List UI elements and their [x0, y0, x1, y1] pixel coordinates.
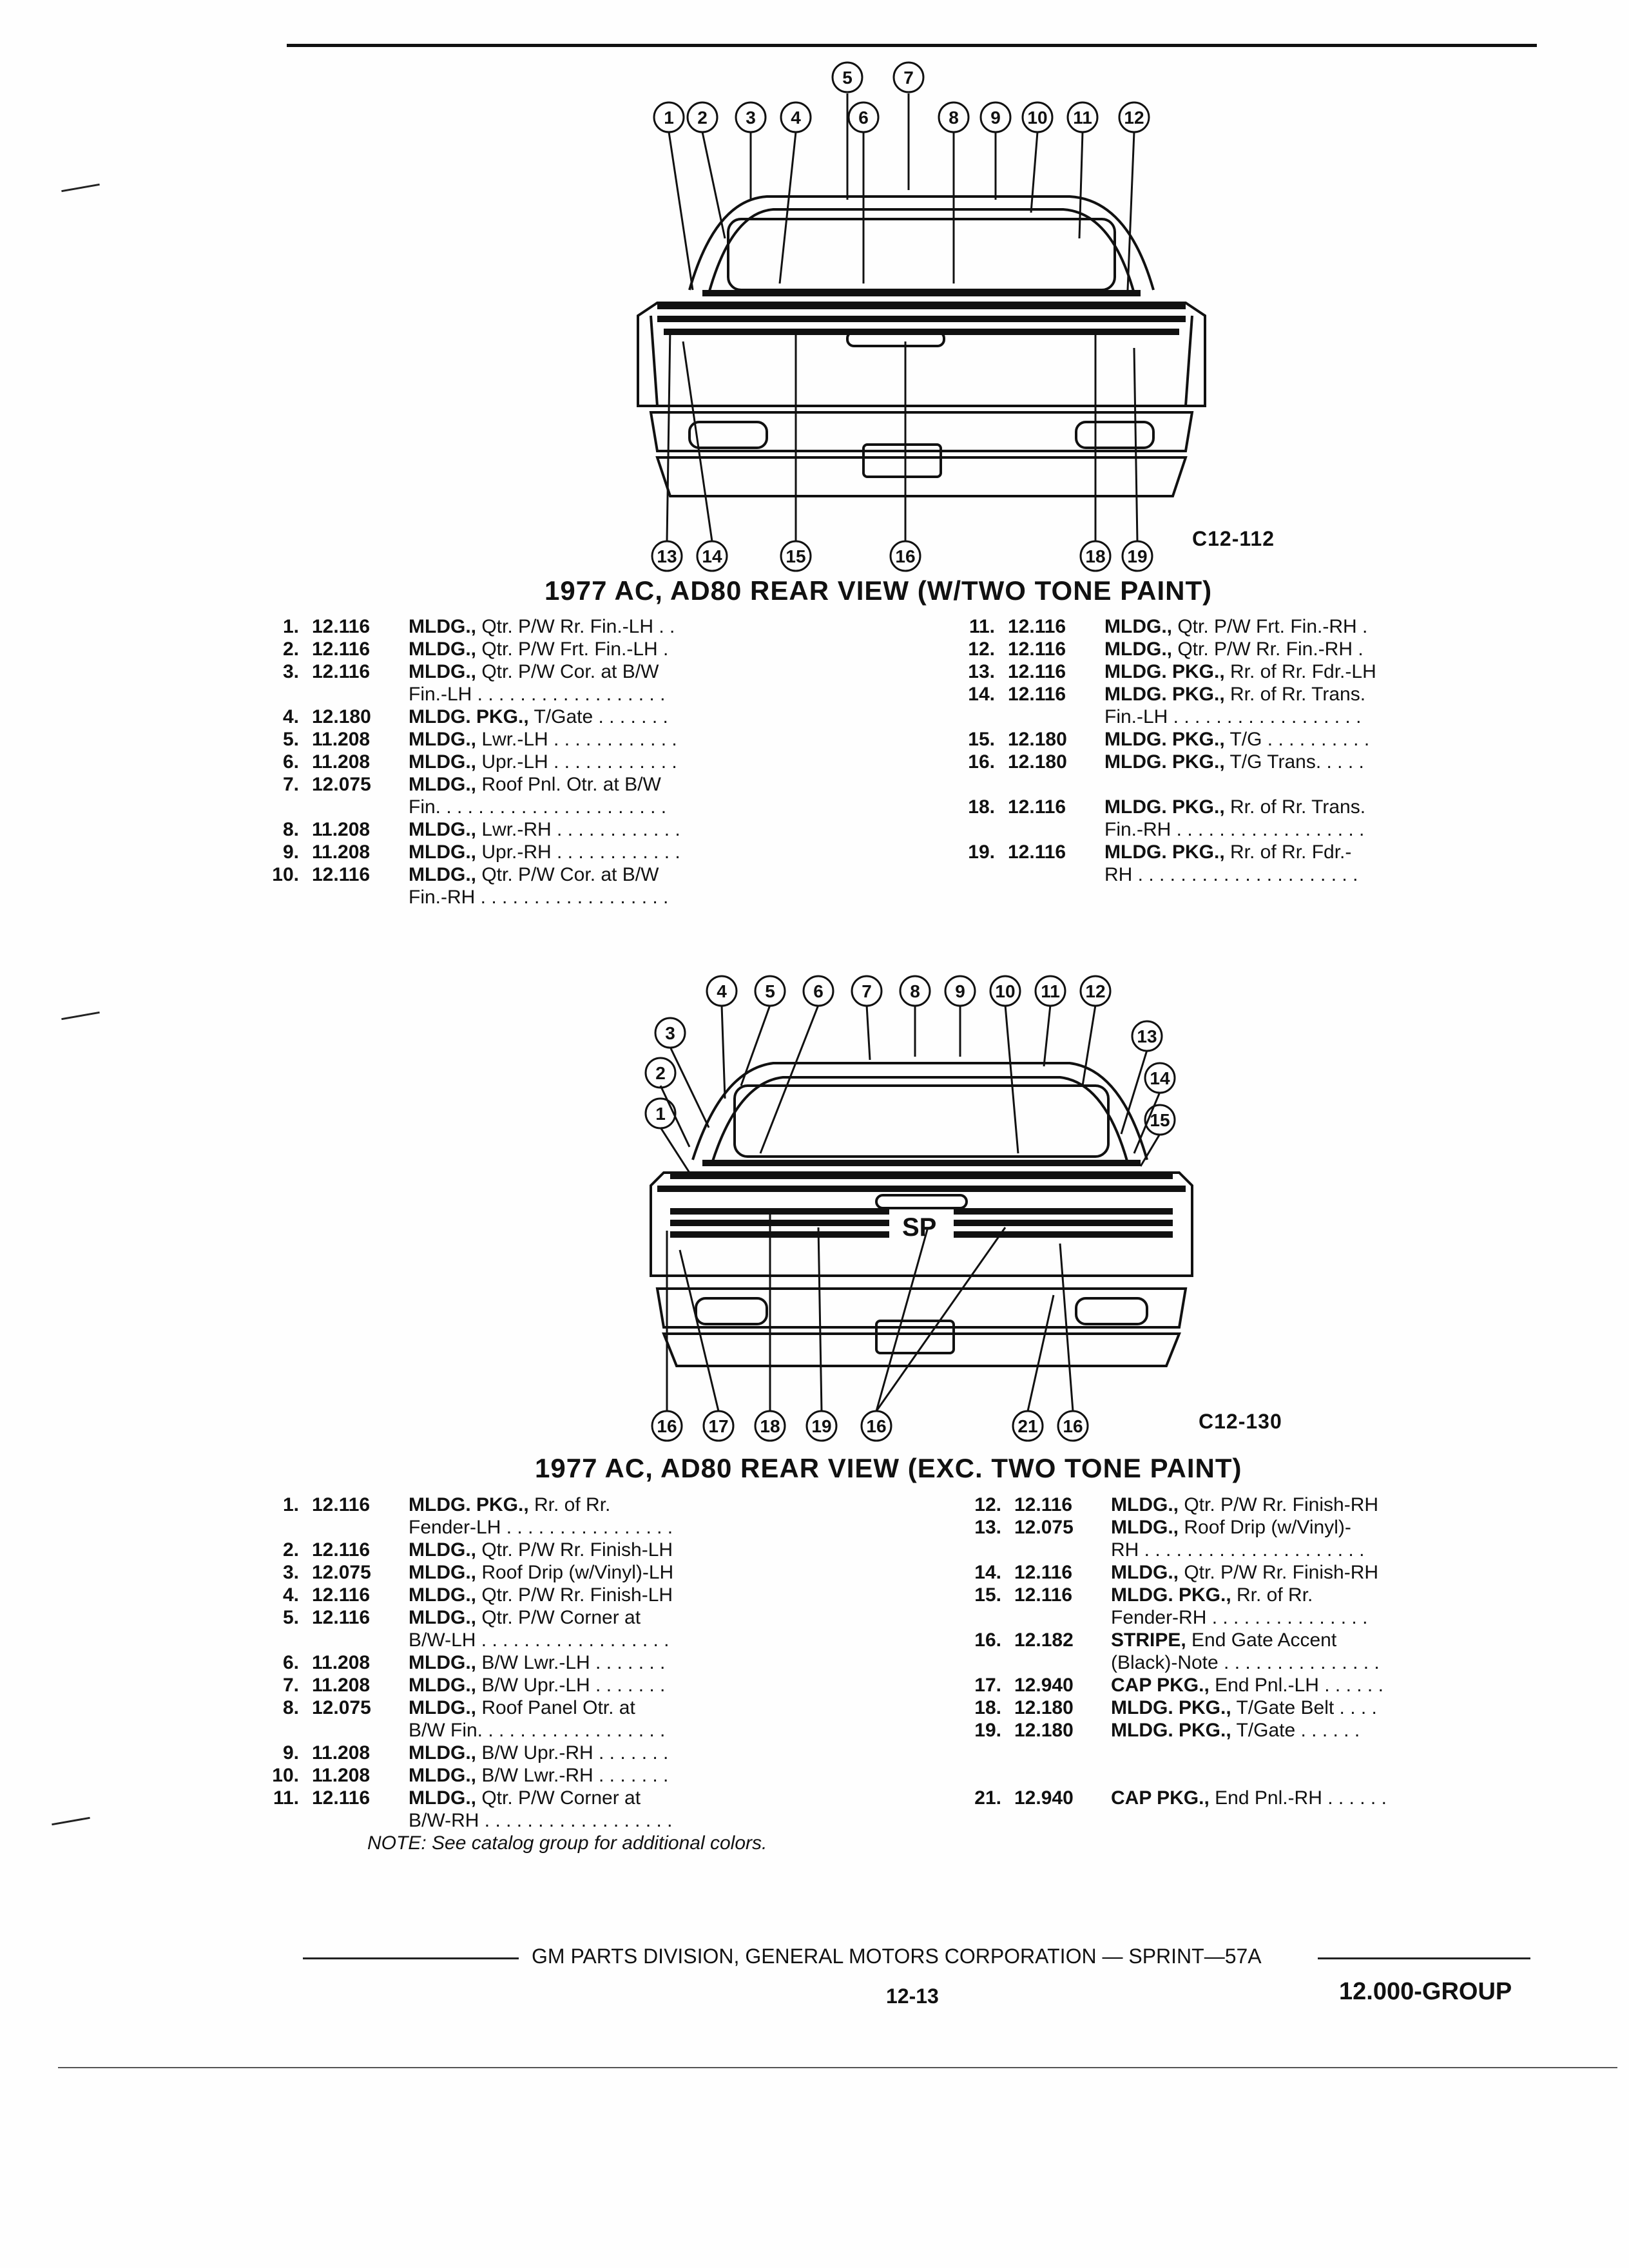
svg-text:10: 10 [995, 981, 1016, 1001]
svg-text:8: 8 [949, 108, 959, 128]
list-item: 15. 12.180 MLDG. PKG., T/G . . . . . . . . . . [968, 729, 1370, 750]
figure-2-title: 1977 AC, AD80 REAR VIEW (EXC. TWO TONE PAINT) [535, 1453, 1242, 1483]
list-item: 13. 12.116 MLDG. PKG., Rr. of Rr. Fdr.-LH [968, 661, 1376, 682]
list-item: 3. 12.116 MLDG., Qtr. P/W Cor. at B/W Fin.-LH . . . . . . . . . . . . . . . . . . [282, 661, 666, 705]
list-item: 8. 12.075 MLDG., Roof Panel Otr. at B/W Fin. . . . . . . . . . . . . . . . . . [282, 1697, 666, 1741]
parts-list-1-right [954, 615, 1469, 886]
svg-text:5: 5 [842, 68, 853, 88]
svg-text:14: 14 [702, 546, 722, 566]
svg-text:15: 15 [1150, 1110, 1170, 1130]
svg-text:13: 13 [657, 546, 677, 566]
list-item: 5. 11.208 MLDG., Lwr.-LH . . . . . . . . . . . . [282, 729, 677, 750]
svg-text:19: 19 [1127, 546, 1148, 566]
svg-text:1: 1 [664, 108, 674, 128]
list-item: 18. 12.116 MLDG. PKG., Rr. of Rr. Trans. Fin.-RH . . . . . . . . . . . . . . . . . . [968, 796, 1366, 840]
list-item: 12. 12.116 MLDG., Qtr. P/W Rr. Fin.-RH . [968, 639, 1364, 660]
punch-mark [61, 1012, 100, 1020]
list-item: 19. 12.180 MLDG. PKG., T/Gate . . . . . . [974, 1720, 1360, 1741]
list-item: 16. 12.182 STRIPE, End Gate Accent (Black)-Note . . . . . . . . . . . . . . . [974, 1629, 1380, 1673]
svg-text:1: 1 [655, 1104, 666, 1124]
svg-text:10: 10 [1027, 108, 1048, 128]
list-spacer [960, 1742, 1476, 1787]
svg-text:6: 6 [858, 108, 869, 128]
svg-text:18: 18 [760, 1416, 780, 1436]
sp-badge: SP [902, 1213, 937, 1242]
list-item: 10. 11.208 MLDG., B/W Lwr.-RH . . . . . . . [272, 1765, 669, 1786]
svg-text:11: 11 [1041, 981, 1060, 1001]
list-item: 9. 11.208 MLDG., Upr.-RH . . . . . . . . . . . . [282, 841, 680, 863]
parts-list-1-left [258, 615, 793, 908]
svg-text:15: 15 [786, 546, 806, 566]
svg-text:16: 16 [657, 1416, 677, 1436]
svg-text:16: 16 [1063, 1416, 1083, 1436]
list-item: 11. 12.116 MLDG., Qtr. P/W Corner at B/W-RH . . . . . . . . . . . . . . . . . . [273, 1787, 673, 1831]
parts-list-2-right [960, 1494, 1476, 1809]
note-row [258, 1832, 799, 1854]
svg-text:7: 7 [862, 981, 872, 1001]
list-item: 1. 12.116 MLDG. PKG., Rr. of Rr. Fender-LH . . . . . . . . . . . . . . . . [282, 1494, 673, 1538]
list-item: 3. 12.075 MLDG., Roof Drip (w/Vinyl)-LH [282, 1562, 674, 1583]
list-spacer [954, 773, 1469, 796]
svg-text:19: 19 [811, 1416, 832, 1436]
list-item: 17. 12.940 CAP PKG., End Pnl.-LH . . . . . . [974, 1675, 1383, 1696]
footer-division: GM PARTS DIVISION, GENERAL MOTORS CORPORATION — SPRINT—57A [532, 1945, 1262, 1968]
figure-1-title: 1977 AC, AD80 REAR VIEW (W/TWO TONE PAINT) [545, 575, 1213, 606]
figure-1-code: C12-112 [1192, 527, 1275, 550]
list-item: 16. 12.180 MLDG. PKG., T/G Trans. . . . . [968, 751, 1364, 773]
svg-text:3: 3 [665, 1023, 675, 1043]
figure-1-two-tone-rear-view [619, 45, 1224, 573]
list-item: 4. 12.180 MLDG. PKG., T/Gate . . . . . . . [282, 706, 668, 727]
list-item: 5. 12.116 MLDG., Qtr. P/W Corner at B/W-LH . . . . . . . . . . . . . . . . . . [282, 1607, 670, 1651]
list-item: 8. 11.208 MLDG., Lwr.-RH . . . . . . . . . . . . [282, 819, 680, 840]
footer-rule-right [1318, 1957, 1530, 1959]
svg-text:5: 5 [765, 981, 775, 1001]
svg-text:2: 2 [655, 1063, 666, 1083]
svg-text:11: 11 [1073, 108, 1092, 128]
svg-text:3: 3 [746, 108, 756, 128]
bottom-rule [58, 2067, 1617, 2068]
list-item: 15. 12.116 MLDG. PKG., Rr. of Rr. Fender-RH . . . . . . . . . . . . . . . [974, 1584, 1368, 1628]
list-item: 2. 12.116 MLDG., Qtr. P/W Rr. Finish-LH [282, 1539, 673, 1561]
svg-text:2: 2 [697, 108, 708, 128]
list-item: 9. 11.208 MLDG., B/W Upr.-RH . . . . . . . [282, 1742, 669, 1763]
svg-text:14: 14 [1150, 1068, 1170, 1088]
list-item: 18. 12.180 MLDG. PKG., T/Gate Belt . . . . [974, 1697, 1377, 1718]
note-text: NOTE: See catalog group for additional colors. [367, 1832, 767, 1854]
punch-mark [61, 184, 100, 192]
list-item: 19. 12.116 MLDG. PKG., Rr. of Rr. Fdr.- RH . . . . . . . . . . . . . . . . . . . . . [968, 841, 1358, 885]
svg-text:9: 9 [955, 981, 965, 1001]
list-item: 14. 12.116 MLDG., Qtr. P/W Rr. Finish-RH [974, 1562, 1379, 1583]
svg-text:18: 18 [1085, 546, 1106, 566]
svg-text:8: 8 [910, 981, 920, 1001]
list-item: 2. 12.116 MLDG., Qtr. P/W Frt. Fin.-LH . [282, 639, 669, 660]
svg-text:12: 12 [1124, 108, 1144, 128]
svg-text:4: 4 [717, 981, 727, 1001]
svg-text:4: 4 [791, 108, 801, 128]
list-item: 7. 11.208 MLDG., B/W Upr.-LH . . . . . . . [282, 1675, 666, 1696]
list-item: 13. 12.075 MLDG., Roof Drip (w/Vinyl)- RH . . . . . . . . . . . . . . . . . . . . . [974, 1517, 1365, 1561]
footer-rule-left [303, 1957, 519, 1959]
page-number: 12-13 [886, 1984, 939, 2008]
svg-text:21: 21 [1017, 1416, 1038, 1436]
list-item: 1. 12.116 MLDG., Qtr. P/W Rr. Fin.-LH . . [282, 616, 675, 637]
list-item: 4. 12.116 MLDG., Qtr. P/W Rr. Finish-LH [282, 1584, 673, 1606]
list-item: 11. 12.116 MLDG., Qtr. P/W Frt. Fin.-RH . [969, 616, 1368, 637]
group-label: 12.000-GROUP [1339, 1978, 1512, 2005]
punch-mark [52, 1817, 90, 1825]
list-item: 7. 12.075 MLDG., Roof Pnl. Otr. at B/W Fin. . . . . . . . . . . . . . . . . . . . . . [282, 774, 667, 818]
list-item: 21. 12.940 CAP PKG., End Pnl.-RH . . . . . . [974, 1787, 1387, 1809]
list-item: 14. 12.116 MLDG. PKG., Rr. of Rr. Trans. Fin.-LH . . . . . . . . . . . . . . . . . . [968, 684, 1366, 727]
svg-text:6: 6 [813, 981, 824, 1001]
figure-2-exc-two-tone-rear-view [631, 941, 1211, 1443]
svg-text:16: 16 [895, 546, 916, 566]
list-item: 10. 12.116 MLDG., Qtr. P/W Cor. at B/W Fin.-RH . . . . . . . . . . . . . . . . . . [272, 864, 669, 908]
list-item: 6. 11.208 MLDG., Upr.-LH . . . . . . . . . . . . [282, 751, 677, 773]
list-item: 12. 12.116 MLDG., Qtr. P/W Rr. Finish-RH [974, 1494, 1379, 1515]
svg-text:13: 13 [1137, 1026, 1157, 1046]
svg-text:16: 16 [866, 1416, 887, 1436]
svg-text:12: 12 [1085, 981, 1106, 1001]
svg-text:9: 9 [990, 108, 1001, 128]
list-item: 6. 11.208 MLDG., B/W Lwr.-LH . . . . . . . [282, 1652, 666, 1673]
parts-list-2-left [258, 1494, 799, 1854]
figure-2-code: C12-130 [1199, 1410, 1282, 1433]
svg-text:7: 7 [903, 68, 914, 88]
svg-text:17: 17 [708, 1416, 729, 1436]
